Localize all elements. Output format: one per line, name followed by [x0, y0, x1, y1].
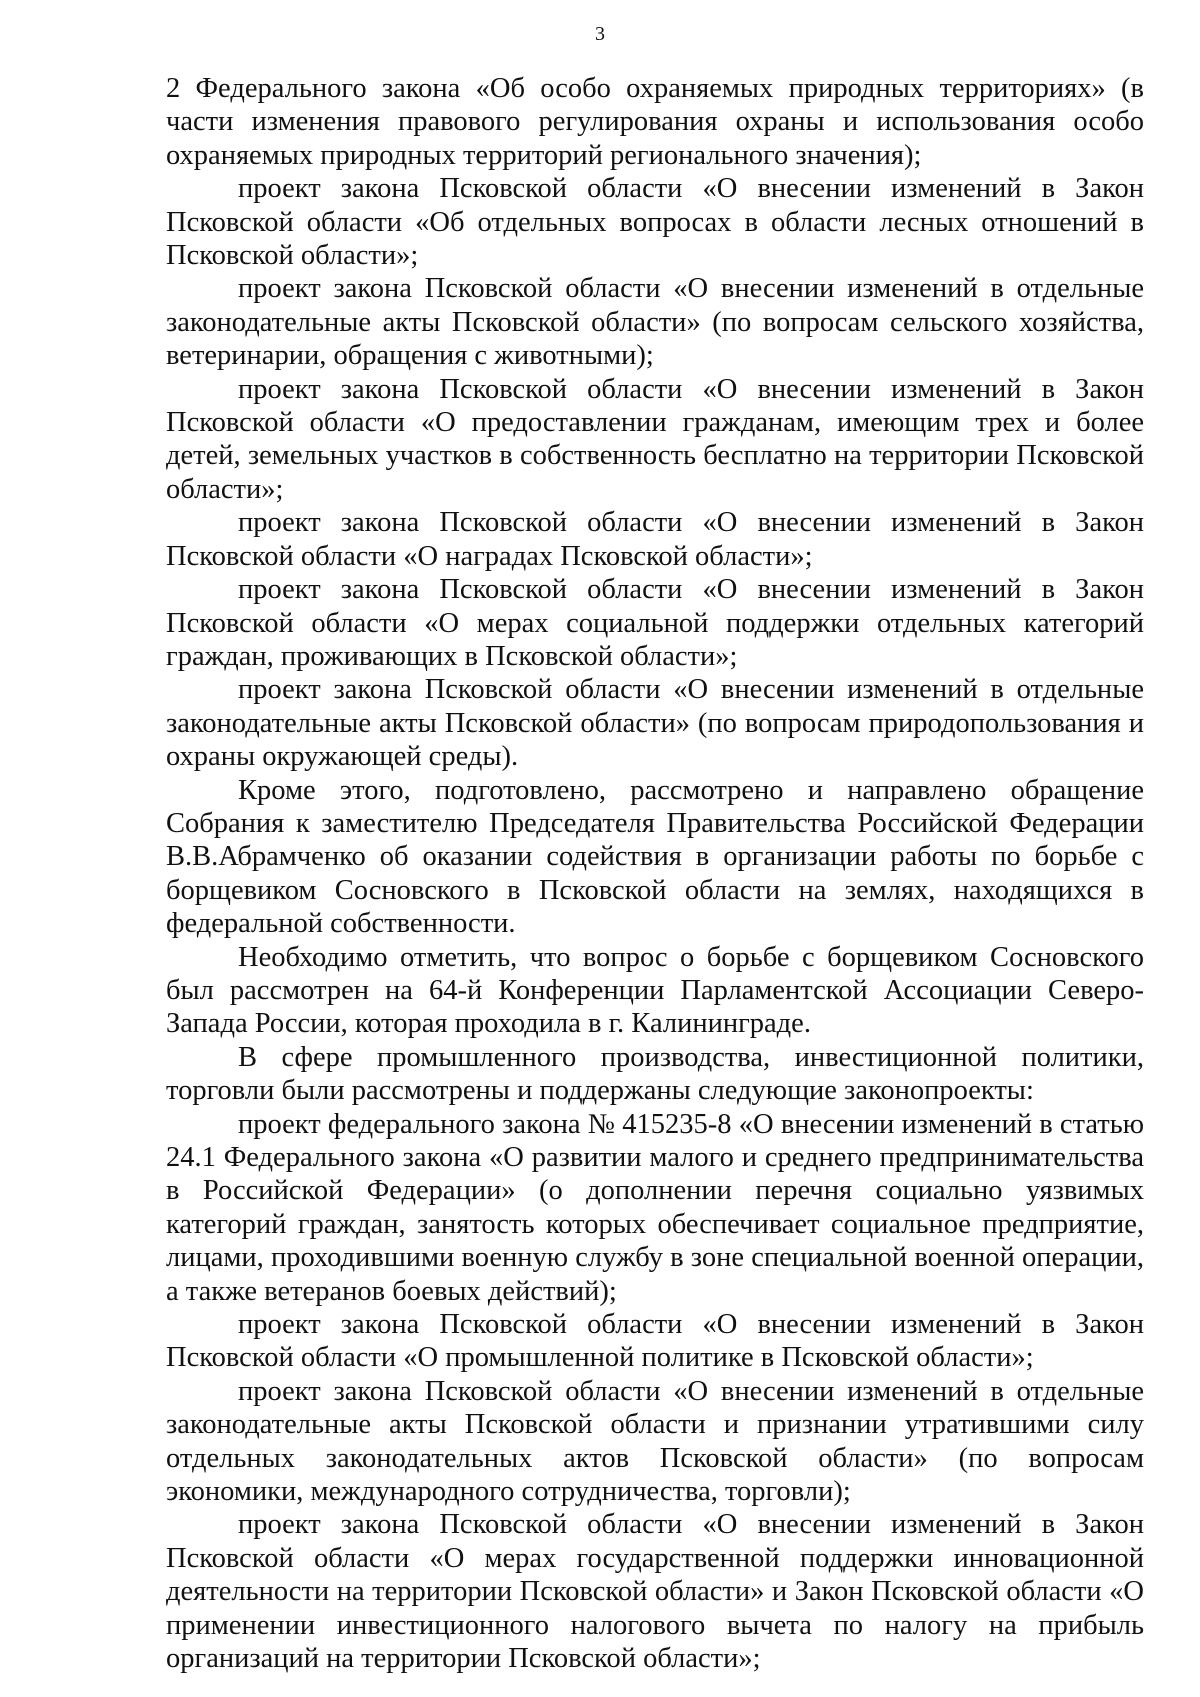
page-number: 3: [595, 23, 605, 45]
paragraph-social-support-bill: проект закона Псковской области «О внесении изменений в Закон Псковской области «О мерах социальной поддержки отдельных категорий граждан, проживающих в Псковской области»;: [166, 574, 1144, 672]
paragraph-forest-relations-bill: проект закона Псковской области «О внесении изменений в Закон Псковской области «Об отдельных вопросах в области лесных отношений в Псковской области»;: [166, 173, 1144, 272]
paragraph-agriculture-bill: проект закона Псковской области «О внесении изменений в отдельные законодательные акты Псковской области» (по вопросам сельского хозяйства, ветеринарии, обращения с животными);: [166, 273, 1144, 372]
paragraph-conference-note: Необходимо отметить, что вопрос о борьбе с борщевиком Сосновского был рассмотрен на 64-й Конференции Парламентской Ассоциации Северо-Запада России, которая проходила в г. Калининграде.: [166, 941, 1144, 1040]
paragraph-environment-bill: проект закона Псковской области «О внесении изменений в отдельные законодательные акты Псковской области» (по вопросам природопользования и охраны окружающей среды).: [166, 674, 1144, 773]
paragraph-innovation-bill: проект закона Псковской области «О внесении изменений в Закон Псковской области «О мерах государственной поддержки инновационной деятельности на территории Псковской области» и Закон Псковской области «О применении инвестиционного налогового вычета по налогу на прибыль организаций на территории Псковской области»;: [166, 1509, 1144, 1675]
paragraph-industrial-policy-bill: проект закона Псковской области «О внесении изменений в Закон Псковской области «О промышленной политике в Псковской области»;: [166, 1309, 1144, 1374]
paragraph-economy-bill: проект закона Псковской области «О внесении изменений в отдельные законодательные акты Псковской области и признании утратившими силу отдельных законодательных актов Псковской области» (по вопросам экономики, международного сотрудничества, торговли);: [166, 1375, 1144, 1508]
paragraph-awards-bill: проект закона Псковской области «О внесении изменений в Закон Псковской области «О наградах Псковской области»;: [166, 507, 1144, 572]
paragraph-federal-sme-bill: проект федерального закона № 415235-8 «О внесении изменений в статью 24.1 Федерального закона «О развитии малого и среднего предпринимательства в Российской Федерации» (о дополнении перечня социально уязвимых категорий граждан, занятость которых обеспечивает социальное предприятие, лицами, проходившими военную службу в зоне специальной военной операции, а также ветеранов боевых действий);: [166, 1108, 1144, 1307]
paragraph-federal-law-protected-areas: 2 Федерального закона «Об особо охраняемых природных территориях» (в части изменения правового регулирования охраны и использования особо охраняемых природных территорий регионального значения);: [166, 73, 1144, 171]
paragraph-industry-intro: В сфере промышленного производства, инвестиционной политики, торговли были рассмотрены и поддержаны следующие законопроекты:: [166, 1041, 1144, 1107]
document-body: [166, 72, 1144, 1676]
paragraph-land-plots-bill: проект закона Псковской области «О внесении изменений в Закон Псковской области «О предоставлении гражданам, имеющим трех и более детей, земельных участков в собственность бесплатно на территории Псковской области»;: [166, 373, 1144, 505]
paragraph-appeal-hogweed: Кроме этого, подготовлено, рассмотрено и направлено обращение Собрания к заместителю Председателя Правительства Российской Федерации В.В.Абрамченко об оказании содействия в организации работы по борьбе с борщевиком Сосновского в Псковской области на землях, находящихся в федеральной собственности.: [166, 774, 1144, 940]
